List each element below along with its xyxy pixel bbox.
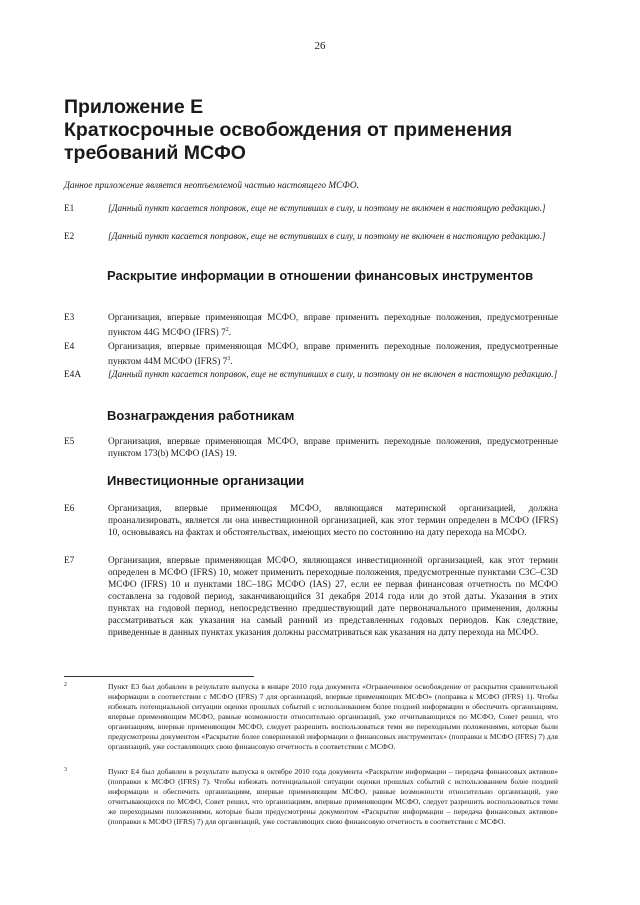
appendix-title-line: Приложение Е xyxy=(64,96,204,118)
footnote-ref: 3 xyxy=(227,356,231,362)
paragraph-body xyxy=(108,341,558,368)
footnote-number: 3 xyxy=(64,767,67,773)
footnote-text: Пункт E4 был добавлен в результате выпуска в октябре 2010 года документа «Раскрытие информации – передача финансовых активов» (поправки к МСФО (IFRS) 7). Чтобы избежать потенциальной ситуации оценки прошлых событий с использованием более поздней информации и обеспечить организациям, впервые применяющим МСФО, равные возможности относительно организаций, уже отчитывающихся по МСФО, Совет решил, что организациям, впервые применяющим МСФО, следует разрешить воспользоваться теми же переходными положениями, которые были предусмотрены документом «Раскрытие информации – передача финансовых активов» (поправки к МСФО (IFRS) 7) для организаций, уже составляющих свою финансовую отчетность в соответствии с МСФО. xyxy=(108,767,558,826)
paragraph-tail: . xyxy=(230,357,233,368)
appendix-title xyxy=(64,96,584,165)
paragraph-number: E3 xyxy=(64,313,75,323)
footnote-ref: 2 xyxy=(225,327,229,333)
page-number: 26 xyxy=(314,40,326,52)
paragraph-text: [Данный пункт касается поправок, еще не вступивших в силу, и поэтому он не включен в настоящую редакцию.] xyxy=(108,370,558,380)
footnote-text: Пункт E3 был добавлен в результате выпуска в январе 2010 года документа «Ограниченное освобождение от раскрытия сравнительной информации в соответствии с МСФО (IFRS) 7 для организаций, впервые применяющих МСФО» (поправка к МСФО (IFRS) 1). Чтобы избежать потенциальной ситуации оценки прошлых событий с использованием более поздней информации и обеспечить организациям, впервые применяющим МСФО, равные возможности относительно организаций, уже отчитывающихся по МСФО, Совет решил, что организациям, впервые применяющим МСФО, следует разрешить воспользоваться теми же переходными положениями, которые были предусмотрены документом «Раскрытие более совершенной информации о финансовых инструментах» (поправки к МСФО (IFRS) 7) для организаций, уже составляющих свою финансовую отчетность в соответствии с МСФО. xyxy=(108,682,558,751)
paragraph-number: E2 xyxy=(64,232,75,242)
paragraph-text: Организация, впервые применяющая МСФО, являющаяся инвестиционной организацией, как этот термин определен в МСФО (IFRS) 10, может применить переходные положения, предусмотренные пунктами C3C–C3D МСФО (IFRS) 10 и пунктами 18C–18G МСФО (IAS) 27, если ее первая финансовая отчетность по МСФО составлена за годовой период, заканчивающийся 31 декабря 2014 года или до этой даты. Указания в этих пунктах на годовой период, непосредственно предшествующий дате первоначального применения, должны рассматриваться как указания на самый ранний из представленных годовых периодов. Как следствие, приведенные в данных пунктах указания должны рассматриваться как указания на дату перехода на МСФО. xyxy=(108,556,558,638)
paragraph-text: [Данный пункт касается поправок, еще не вступивших в силу, и поэтому не включен в настоящую редакцию.] xyxy=(108,232,546,242)
intro-text: Данное приложение является неотъемлемой частью настоящего МСФО. xyxy=(64,181,359,191)
paragraph-number: E4A xyxy=(64,370,82,380)
section-heading-investment: Инвестиционные организации xyxy=(107,473,305,488)
appendix-title-line: требований МСФО xyxy=(64,142,246,164)
footnote-divider xyxy=(64,676,254,677)
paragraph-tail: . xyxy=(228,328,232,339)
paragraph-text: [Данный пункт касается поправок, еще не вступивших в силу, и поэтому не включен в настоящую редакцию.] xyxy=(108,204,546,214)
paragraph-number: E1 xyxy=(64,204,75,214)
appendix-title-line: Краткосрочные освобождения от применения xyxy=(64,119,513,141)
paragraph-number: E6 xyxy=(64,504,75,514)
footnote-number: 2 xyxy=(64,682,67,688)
paragraph-body xyxy=(108,312,558,339)
section-heading-disclosure: Раскрытие информации в отношении финансовых инструментов xyxy=(107,268,534,283)
paragraph-text: Организация, впервые применяющая МСФО, являющаяся материнской организацией, должна проанализировать, является ли она инвестиционной организацией, как этот термин определен в МСФО (IFRS) 10, основываясь на фактах и обстоятельствах, имеющих место по состоянию на дату перехода на МСФО. xyxy=(108,504,558,538)
paragraph-number: E4 xyxy=(64,342,75,352)
paragraph-text: Организация, впервые применяющая МСФО, вправе применить переходные положения, предусмотренные пунктом 44G МСФО (IFRS) 7 xyxy=(108,313,558,339)
paragraph-text: Организация, впервые применяющая МСФО, вправе применить переходные положения, предусмотренные пунктом 173(b) МСФО (IAS) 19. xyxy=(108,437,558,459)
paragraph-text: Организация, впервые применяющая МСФО, вправе применить переходные положения, предусмотренные пунктом 44M МСФО (IFRS) 7 xyxy=(108,342,558,368)
paragraph-number: E5 xyxy=(64,437,75,447)
paragraph-number: E7 xyxy=(64,556,75,566)
section-heading-employee: Вознаграждения работникам xyxy=(107,408,295,423)
